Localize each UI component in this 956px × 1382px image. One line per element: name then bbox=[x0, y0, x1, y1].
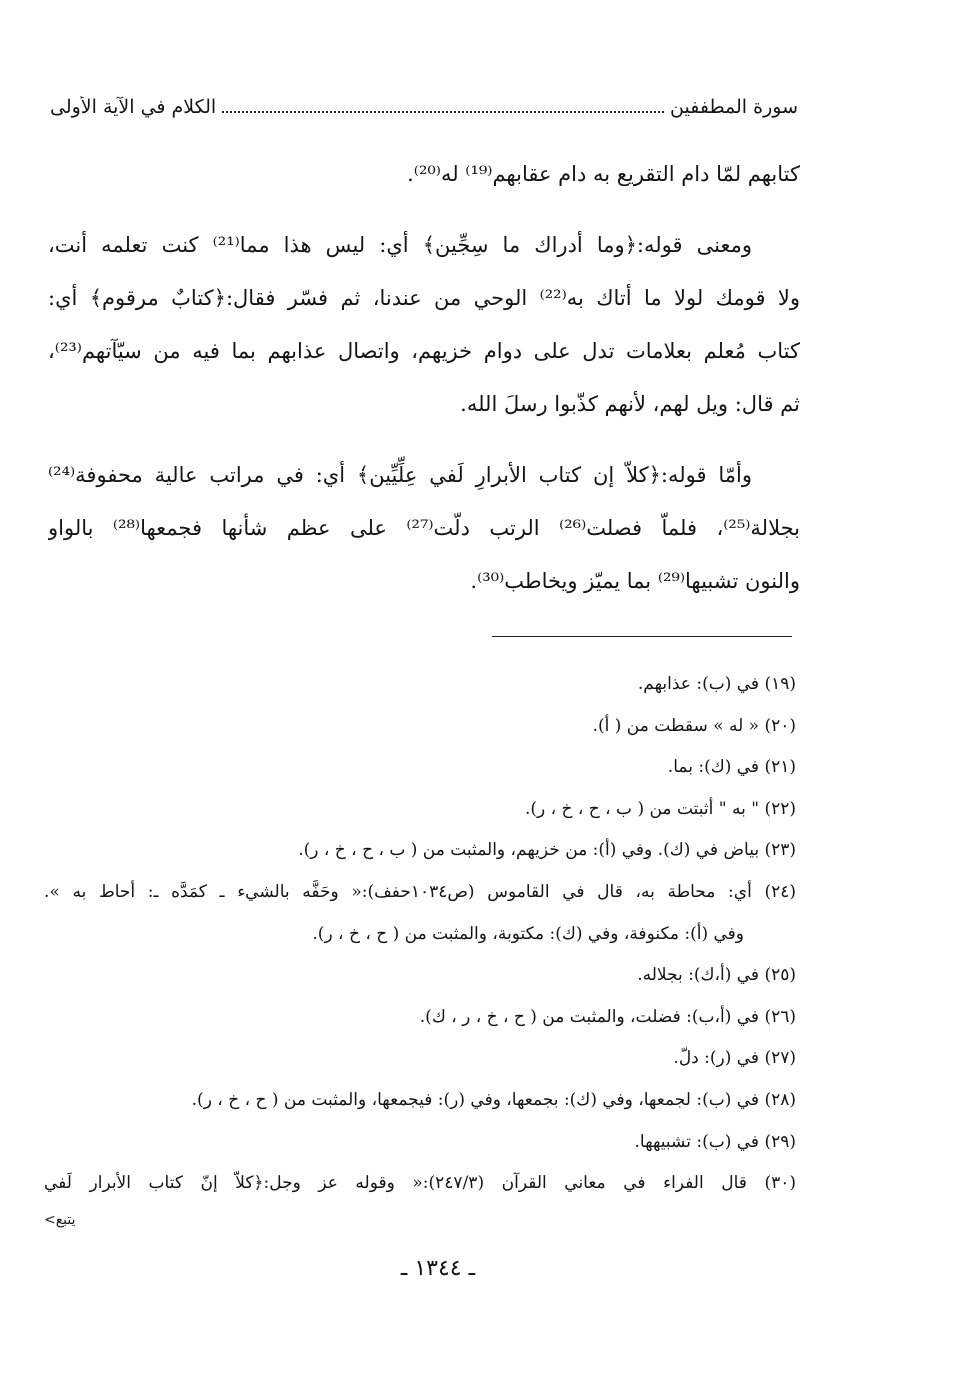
running-header bbox=[50, 96, 798, 130]
header-dot-leader bbox=[222, 97, 664, 113]
continuation-text: يتبع bbox=[55, 1212, 76, 1228]
header-surah: سورة المطففين bbox=[670, 96, 798, 118]
continuation-mark bbox=[44, 1212, 76, 1228]
body-line: ولا قومك لولا ما أتاك به⁽²²⁾ الوحي من عندنا، ثم فسّر فقال:﴿كتابٌ مرقوم﴾ أي: bbox=[48, 286, 800, 310]
footnote-continuation-line: وفي (أ): مكنوفة، وفي (ك): مكتوبة، والمثبت من ( ح ، خ ، ر). bbox=[312, 923, 744, 944]
footnotes bbox=[44, 664, 796, 1205]
footnote: (١٩) في (ب): عذابهم. bbox=[637, 674, 796, 694]
footnote: (٢٠) « له » سقطت من ( أ). bbox=[592, 715, 796, 736]
body-line: ومعنى قوله:﴿وما أدراك ما سِجِّين﴾ أي: ليس هذا مما⁽²¹⁾ كنت تعلمه أنت، bbox=[48, 233, 753, 257]
footnote: (٢٣) بياض في (ك). وفي (أ): من خزيهم، والمثبت من ( ب ، ح ، خ ، ر). bbox=[298, 840, 796, 861]
footnote: (٢٦) في (أ،ب): فضلت، والمثبت من ( ح ، خ ، ر ، ك). bbox=[419, 1006, 796, 1027]
body-line: ثم قال: ويل لهم، لأنهم كذّبوا رسلَ الله. bbox=[460, 392, 800, 416]
footnote: (٣٠) قال الفراء في معاني القرآن (٢٤٧/٣):« وقوله عز وجل:﴿كلاّ إنّ كتاب الأبرار لَفي bbox=[44, 1173, 796, 1194]
footnote: (٢٥) في (أ،ك): بجلاله. bbox=[637, 965, 796, 986]
footnote-separator bbox=[492, 636, 792, 637]
footnote: (٢١) في (ك): بما. bbox=[667, 757, 796, 778]
body-line: وأمّا قوله:﴿كلاّ إن كتاب الأبرارِ لَفي عِلِّيِّين﴾ أي: في مراتب عالية محفوفة⁽²⁴⁾ bbox=[48, 463, 752, 487]
main-text bbox=[48, 148, 800, 608]
body-line: بجلالة⁽²⁵⁾، فلماّ فصلت⁽²⁶⁾ الرتب دلّت⁽²⁷⁾ على عظم شأنها فجمعها⁽²⁸⁾ بالواو bbox=[48, 516, 800, 540]
header-section: الكلام في الآية الأولى bbox=[50, 96, 217, 118]
footnote: (٢٨) في (ب): لجمعها، وفي (ك): بجمعها، وفي (ر): فيجمعها، والمثبت من ( ح ، خ ، ر). bbox=[191, 1089, 796, 1110]
footnote: (٢٧) في (ر): دلّ. bbox=[673, 1048, 796, 1069]
page-number: ـ ١٣٤٤ ـ bbox=[400, 1256, 476, 1281]
footnote: (٢٤) أي: محاطة به، قال في القاموس (ص١٠٣٤حفف):« وحَفَّه بالشيء ـ كمَدَّه ـ: أحاط به ». bbox=[44, 881, 796, 902]
body-line: والنون تشبيها⁽²⁹⁾ بما يميّز ويخاطب⁽³⁰⁾. bbox=[470, 569, 800, 593]
footnote: (٢٩) في (ب): تشبيهها. bbox=[634, 1131, 796, 1152]
body-line: كتابهم لمّا دام التقريع به دام عقابهم⁽¹⁹⁾ له⁽²⁰⁾. bbox=[407, 162, 800, 186]
continuation-arrow-icon: > bbox=[44, 1212, 56, 1228]
body-line: كتاب مُعلم بعلامات تدل على دوام خزيهم، واتصال عذابهم بما فيه من سيّآتهم⁽²³⁾، bbox=[48, 339, 800, 363]
footnote: (٢٢) " به " أثبتت من ( ب ، ح ، خ ، ر). bbox=[524, 798, 796, 819]
